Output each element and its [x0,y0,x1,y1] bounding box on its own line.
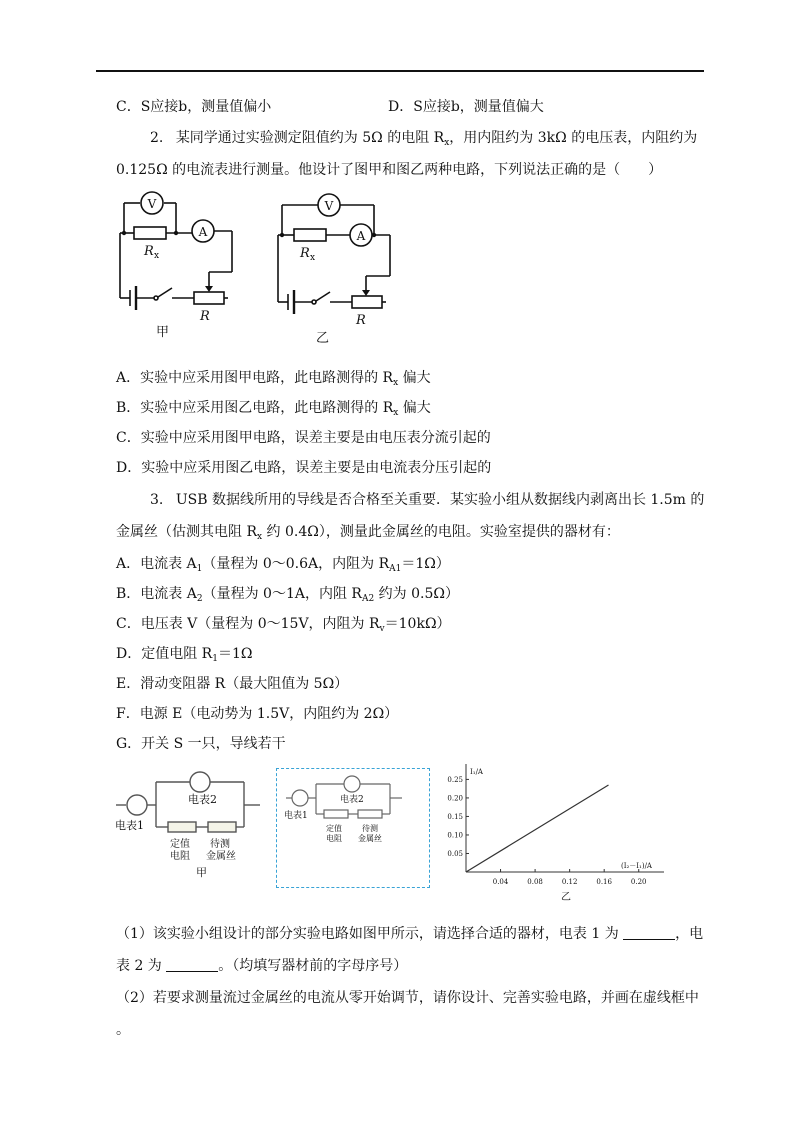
y-tick-label-3: 0.20 [447,794,463,803]
meter-circuit-in-box [282,776,422,856]
y-tick-label-4: 0.25 [447,775,463,784]
answer-blank-meter2[interactable] [166,957,218,972]
svg-text:电阻: 电阻 [326,834,342,843]
x-tick-label-1: 0.08 [527,878,543,886]
svg-text:x: x [154,251,160,261]
voltmeter-label-2: V [324,199,334,213]
q2-option-a[interactable]: A．实验中应采用图甲电路，此电路测得的 $R_x$ 偏大 [116,370,431,388]
q2-option-d[interactable]: D．实验中应采用图乙电路，误差主要是由电流表分压引起的 [116,460,492,476]
y-tick-label-0: 0.05 [447,849,463,858]
q3-equipment-e: E．滑动变阻器 R（最大阻值为 5Ω） [116,676,349,692]
q3-equipment-d: D．定值电阻 $R_1=1\Omega$ [116,646,253,664]
q3-number: 3. [150,492,164,508]
y-axis-label: I₁/A [470,768,483,776]
q3-part2-line1: （2）若要求测量流过金属丝的电流从零开始调节，请你设计、完善实验电路，并画在虚线框中 [116,990,699,1006]
q3-equipment-g: G．开关 S 一只，导线若干 [116,736,286,752]
x-tick-label-0: 0.04 [492,878,509,886]
svg-text:待测: 待测 [210,839,230,850]
ammeter-label-2: A [356,229,366,243]
meter-circuit-fig-jia [112,770,272,880]
q1-options-row [116,96,716,116]
rheostat-label: R [200,309,210,324]
meter1-icon [127,795,147,815]
svg-text:电表2: 电表2 [188,793,217,806]
q3-equipment-b: B．电流表 $A_2$（量程为 0～1A，内阻 $R_{A2}$ 约为 0.5Ω） [116,586,459,604]
svg-text:待测: 待测 [362,824,378,833]
q3-stem-line1: 3. USB 数据线所用的导线是否合格至关重要．某实验小组从数据线内剥离出长 1.5m 的 [150,492,705,508]
x-axis-label: (I₂－I₁)/A [620,862,652,870]
svg-text:金属丝: 金属丝 [206,851,236,862]
q3-equipment-a: A．电流表 $A_1$（量程为 0～0.6A，内阻为 $R_{A1}=1\Omega$） [116,556,450,574]
q2-number: 2. [150,130,164,146]
q2-stem-line1: 2. 某同学通过实验测定阻值约为 5Ω 的电阻 $R_x$，用内阻约为 3kΩ 的电压表，内阻约为 [150,130,698,148]
q2-option-c[interactable]: C．实验中应采用图甲电路，误差主要是由电压表分流引起的 [116,430,491,446]
x-tick-label-3: 0.16 [596,878,612,886]
circuit-fig-yi [270,190,430,350]
series-line [466,785,609,872]
answer-blank-meter1[interactable] [623,925,675,940]
q1-option-c[interactable]: C．S应接b，测量值偏小 [116,99,272,115]
svg-text:x: x [310,253,316,263]
q2-option-b[interactable]: B．实验中应采用图乙电路，此电路测得的 $R_x$ 偏大 [116,400,431,418]
q1-option-d[interactable]: D．S应接b，测量值偏大 [388,99,544,115]
rheostat-label-2: R [356,313,366,328]
fig-yi-caption: 乙 [316,331,330,346]
svg-text:甲: 甲 [196,866,207,879]
rx-label: R [144,244,154,259]
svg-text:电表2: 电表2 [340,795,364,805]
q3-part2-line2: 。 [116,1022,130,1038]
x-tick-label-4: 0.20 [630,878,647,886]
graph-fig-yi [436,760,676,903]
y-tick-label-1: 0.10 [447,831,463,840]
q3-equipment-f: F．电源 E（电动势为 1.5V，内阻约为 2Ω） [116,706,399,722]
meter2-icon [190,772,210,792]
ammeter-label: A [198,225,208,239]
rx-label-2: R [300,246,310,261]
svg-text:电表1: 电表1 [284,811,308,821]
svg-text:电表1: 电表1 [115,819,144,832]
top-rule [96,70,704,72]
voltmeter-label: V [147,197,157,211]
svg-text:定值: 定值 [326,824,342,833]
x-tick-label-2: 0.12 [561,878,578,886]
q2-stem-line2: 0.125Ω 的电流表进行测量。他设计了图甲和图乙两种电路，下列说法正确的是（ ） [116,162,663,178]
q3-part1-line2: 表 2 为 。（均填写器材前的字母序号） [116,958,408,974]
circuit-fig-jia [112,188,252,348]
q3-stem-line2: 金属丝（估测其电阻 $R_x$ 约 0.4Ω），测量此金属丝的电阻。实验室提供的器材有： [116,524,620,542]
fig-jia-caption: 甲 [156,325,170,340]
q3-equipment-c: C．电压表 V（量程为 0～15V，内阻为 $R_v=10k\Omega$） [116,616,451,634]
chart-caption: 乙 [561,892,571,903]
svg-text:金属丝: 金属丝 [358,834,382,843]
svg-text:定值: 定值 [170,839,190,850]
y-tick-label-2: 0.15 [447,812,463,821]
svg-text:电阻: 电阻 [170,851,190,862]
q3-part1-line1: （1）该实验小组设计的部分实验电路如图甲所示，请选择合适的器材，电表 1 为 ，电 [116,926,704,942]
